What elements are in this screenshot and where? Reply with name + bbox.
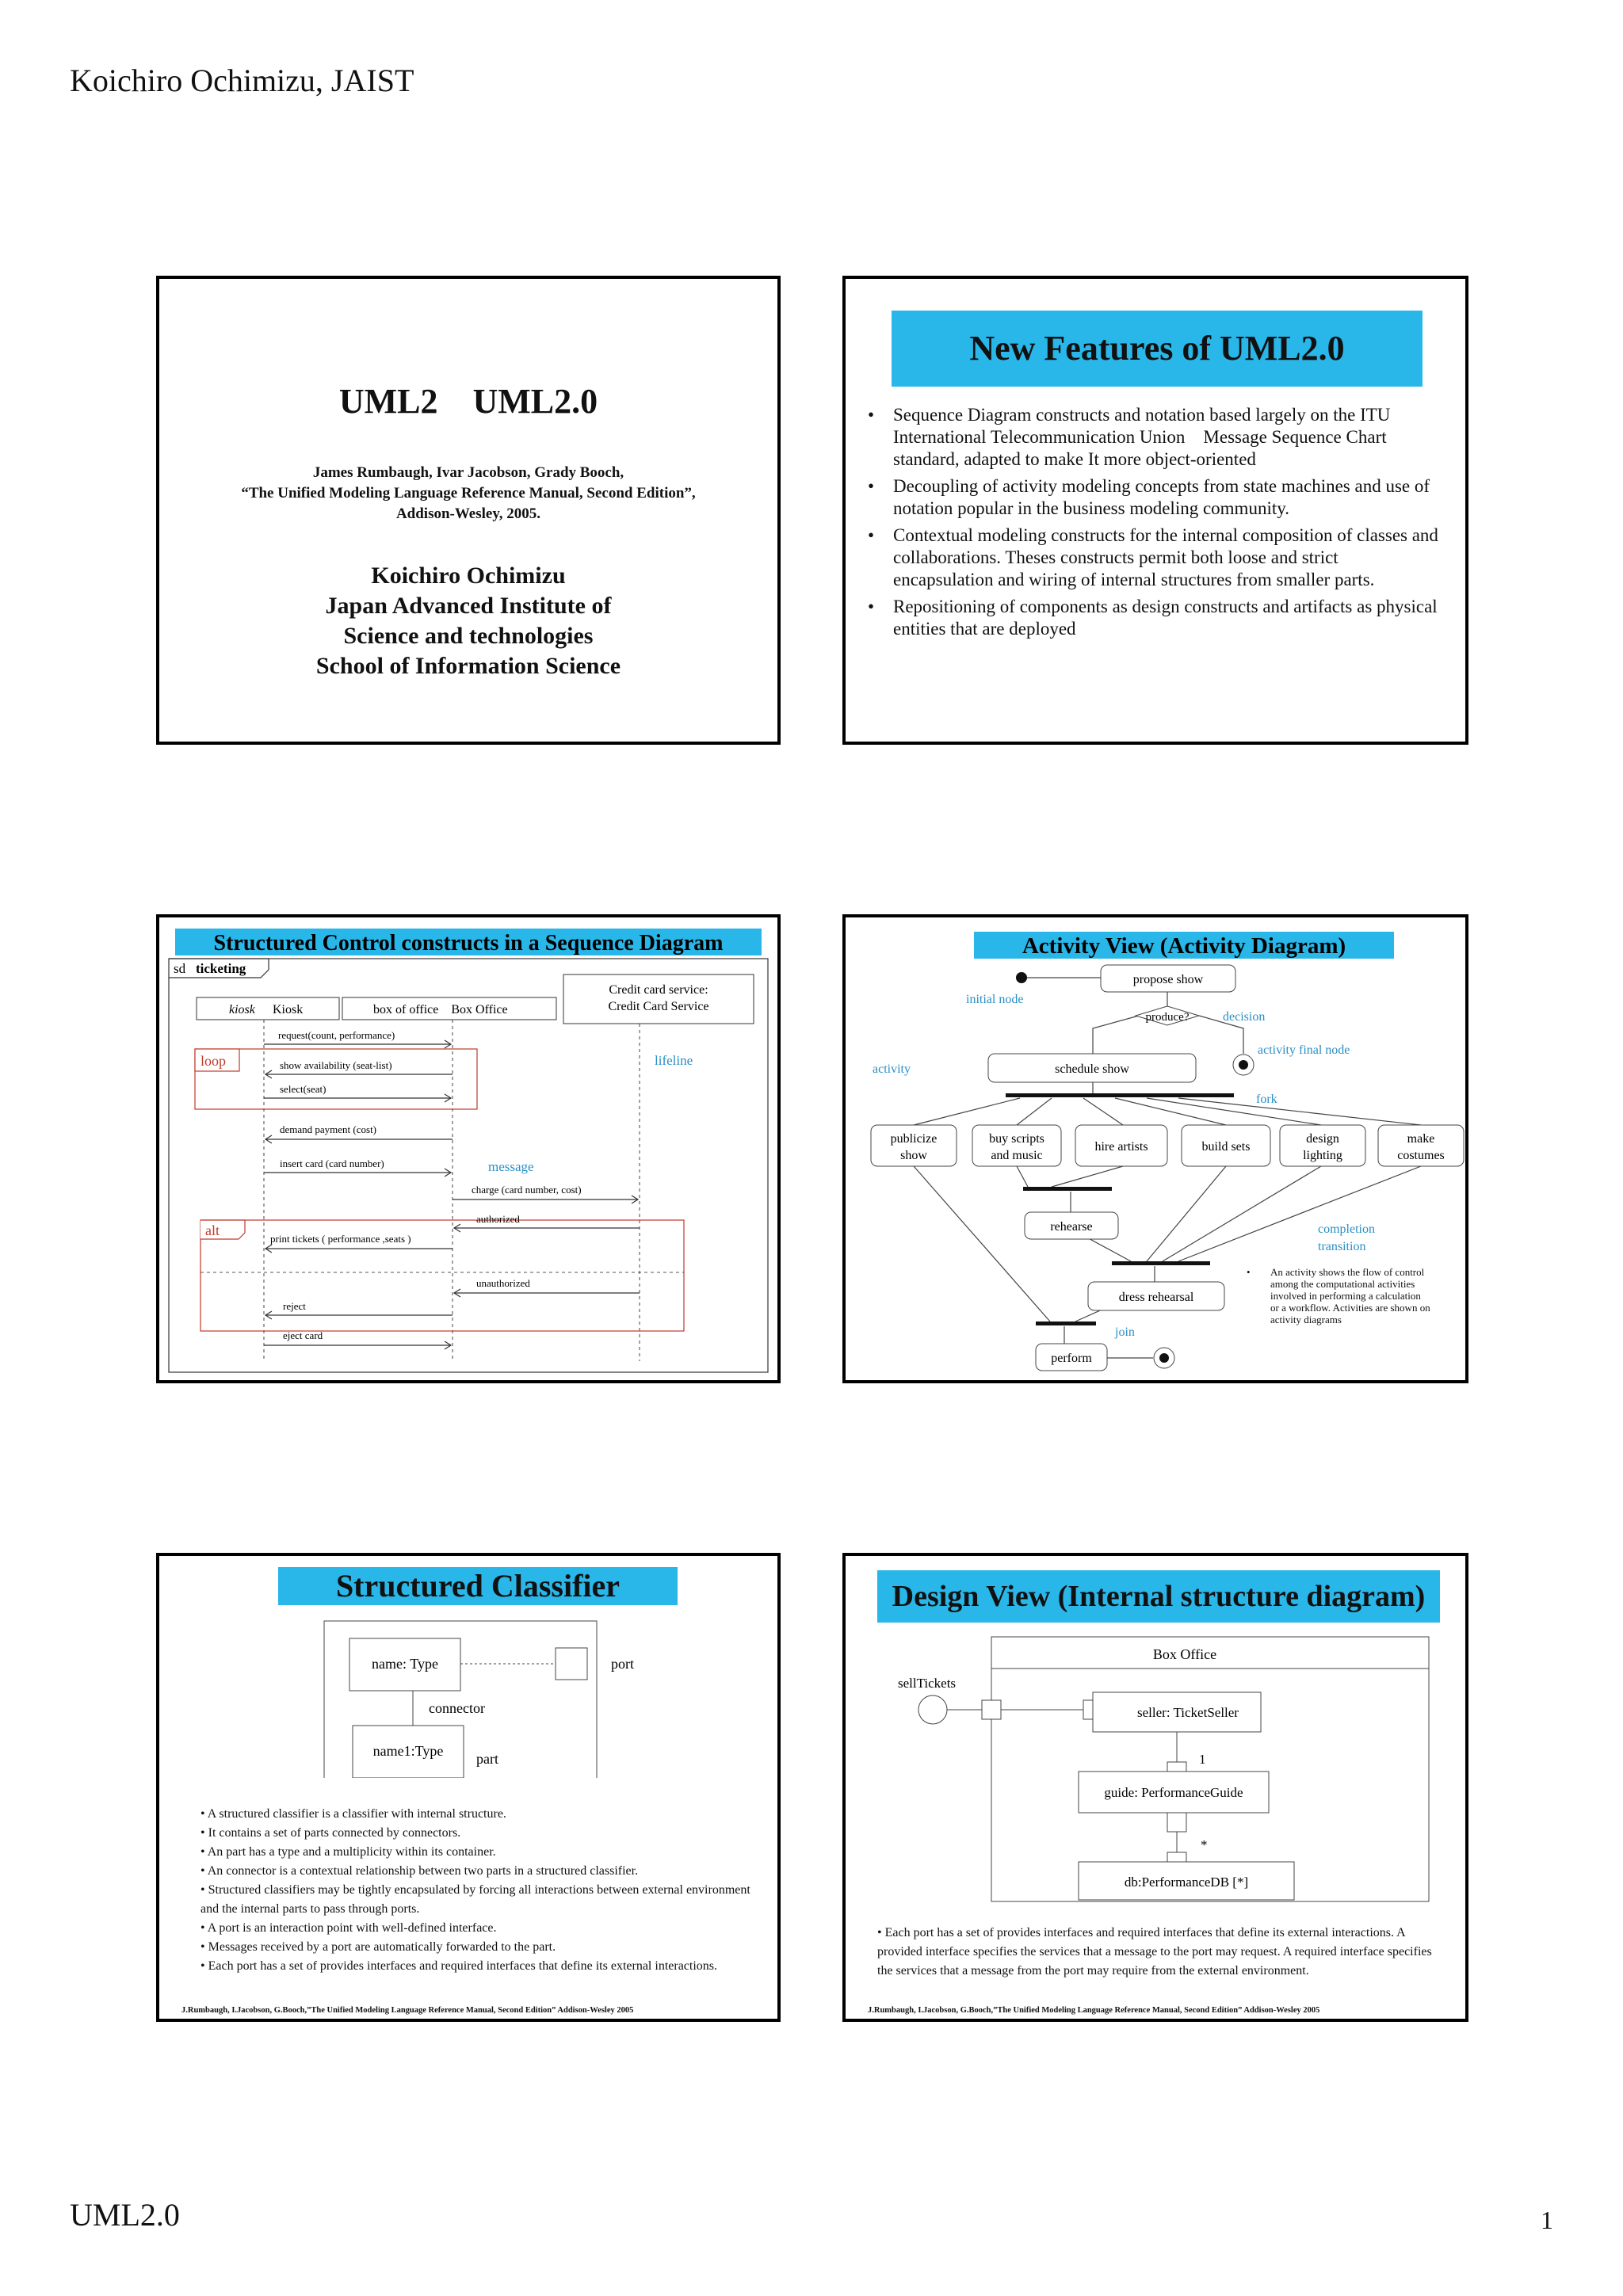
bullet-item: • Repositioning of components as design constructs and artifacts as physical entities that are deployed [868, 596, 1438, 640]
slide-structured-classifier [156, 1553, 781, 2022]
lifeline-note: lifeline [655, 1053, 693, 1068]
message-label: show availability (seat-list) [280, 1059, 392, 1071]
part-seller-label: seller: TicketSeller [1137, 1705, 1239, 1720]
page-footer-title: UML2.0 [70, 2197, 180, 2233]
bullet-item: • An part has a type and a multiplicity within its container. [200, 1843, 755, 1862]
slide2-title: New Features of UML2.0 [892, 311, 1423, 387]
sequence-diagram [159, 917, 777, 1380]
container-label: Box Office [1152, 1646, 1217, 1662]
kiosk-type: Kiosk [273, 1003, 304, 1016]
action-label: and music [991, 1149, 1043, 1162]
slide1-reference [159, 463, 777, 524]
slide5-title: Structured Classifier [278, 1567, 678, 1605]
page-header: Koichiro Ochimizu, JAIST [70, 63, 414, 98]
page-number: 1 [1541, 2206, 1553, 2234]
fork-bar [1006, 1093, 1234, 1097]
reference-book-title: “The Unified Modeling Language Reference Manual, Second Edition”, [241, 485, 696, 502]
message-label: unauthorized [476, 1277, 530, 1289]
join-bar-3 [1036, 1322, 1096, 1325]
credit-card-label-2: Credit Card Service [608, 1000, 709, 1013]
message-label: request(count, performance) [278, 1029, 395, 1041]
activity-note-text: An activity shows the flow of control among the computational activities involved in performing a calculation or a workflow. Activities are shown on activity diagrams [1270, 1266, 1430, 1325]
bullet-item: • It contains a set of parts connected by connectors. [200, 1824, 755, 1843]
bullet-item: • Contextual modeling constructs for the internal composition of classes and collaborations. Theses constructs permit both loose and strict encapsulation and wiring of internal structures from smaller parts. [868, 524, 1438, 591]
label-activity-final: activity final node [1258, 1043, 1350, 1057]
decision-label: produce? [1145, 1011, 1190, 1024]
message-label: authorized [476, 1213, 520, 1225]
action-label: make [1407, 1132, 1435, 1146]
initial-node-icon [1016, 972, 1027, 983]
label-fork: fork [1256, 1093, 1277, 1106]
message-label: select(seat) [280, 1083, 327, 1095]
lifeline-kiosk-box [197, 997, 339, 1020]
message-label: demand payment (cost) [280, 1123, 377, 1135]
provided-interface-icon [918, 1695, 947, 1724]
slide-activity-diagram [842, 914, 1468, 1383]
activity-note: • An activity shows the flow of control among the computational activities involved in performing a calculation or a workflow. Activities are shown on activity diagrams [1247, 1266, 1430, 1325]
classifier-diagram [159, 1556, 777, 1778]
connector-label: connector [429, 1700, 485, 1716]
slide2-bullet-list [868, 404, 1438, 645]
sd-name: ticketing [196, 961, 246, 976]
bullet-item: • Messages received by a port are automatically forwarded to the part. [200, 1938, 755, 1957]
action-label: buy scripts [989, 1132, 1044, 1146]
loop-label: loop [200, 1053, 227, 1069]
action-label: publicize [890, 1132, 938, 1146]
label-decision: decision [1223, 1010, 1266, 1024]
message-label: insert card (card number) [280, 1158, 384, 1169]
message-label: reject [283, 1300, 306, 1312]
slide-sequence-diagram [156, 914, 781, 1383]
message-note: message [488, 1159, 534, 1174]
slide6-body-text: • Each port has a set of provides interfaces and required interfaces that define its external interactions. A provided interface specifies the services that a message to the port may request. A required interface specifies the services that a message from the port may require from the external environment. [877, 1926, 1432, 1978]
action-label: dress rehearsal [1118, 1291, 1194, 1304]
slide6-citation: J.Rumbaugh, I.Jacobson, G.Booch,”The Unified Modeling Language Reference Manual, Second Edition” Addison-Wesley 2005 [868, 2006, 1320, 2015]
part-guide-label: guide: PerformanceGuide [1104, 1785, 1243, 1800]
message-label: eject card [283, 1329, 323, 1341]
part-top-label: name: Type [372, 1656, 438, 1672]
slide-new-features [842, 276, 1468, 745]
part-label: part [476, 1751, 498, 1767]
slide-internal-structure [842, 1553, 1468, 2022]
part-bottom-label: name1:Type [372, 1743, 444, 1759]
slide4-title: Activity View (Activity Diagram) [1022, 933, 1346, 959]
slide1-title: UML2 UML2.0 [338, 382, 598, 421]
slide5-bullet-list [200, 1805, 755, 1976]
box-office-label: box of office Box Office [373, 1003, 508, 1016]
interface-label: sellTickets [898, 1676, 957, 1691]
bullet-item: • Sequence Diagram constructs and notation based largely on the ITU International Telecommunication Union Message Sequence Chart standard, adapted to make It more object-oriented [868, 404, 1438, 471]
action-label: costumes [1397, 1149, 1445, 1162]
sd-prefix: sd [174, 961, 186, 976]
reference-publisher: Addison-Wesley, 2005. [395, 505, 541, 522]
label-initial-node: initial node [966, 993, 1024, 1006]
bullet-item: • Decoupling of activity modeling concepts from state machines and use of notation popular in the business modeling community. [868, 475, 1438, 520]
kiosk-role: kiosk [229, 1003, 255, 1016]
action-label: build sets [1201, 1140, 1251, 1154]
author-affiliation-3: School of Information Science [315, 653, 621, 679]
bullet-item: • A structured classifier is a classifier with internal structure. [200, 1805, 755, 1824]
slide5-citation: J.Rumbaugh, I.Jacobson, G.Booch,”The Unified Modeling Language Reference Manual, Second Edition” Addison-Wesley 2005 [181, 2006, 634, 2015]
message-labels [270, 1029, 582, 1341]
author-name: Koichiro Ochimizu [371, 563, 566, 589]
multiplicity-1: 1 [1199, 1752, 1206, 1767]
message-label: print tickets ( performance ,seats ) [270, 1233, 411, 1245]
label-activity: activity [873, 1062, 911, 1076]
join-bar-1 [1023, 1187, 1112, 1191]
bullet-item: • A port is an interaction point with well-defined interface. [200, 1919, 755, 1938]
action-label: propose show [1132, 973, 1204, 986]
join-bar-2 [1112, 1261, 1210, 1265]
action-label: lighting [1303, 1149, 1342, 1162]
label-completion-1: completion [1318, 1222, 1375, 1236]
slide3-title: Structured Control constructs in a Sequence Diagram [213, 931, 724, 955]
port-icon [556, 1648, 587, 1680]
credit-card-label-1: Credit card service: [609, 983, 708, 997]
bullet-item: • Each port has a set of provides interfaces and required interfaces that define its external interactions. [200, 1957, 755, 1976]
bullet-item: • Structured classifiers may be tightly encapsulated by forcing all interactions between external environment and the internal parts to pass through ports. [200, 1881, 755, 1919]
reference-authors: James Rumbaugh, Ivar Jacobson, Grady Booch, [312, 464, 624, 481]
lifeline-credit-card-box [563, 974, 754, 1024]
label-join: join [1115, 1325, 1135, 1339]
alt-label: alt [205, 1222, 220, 1238]
bullet-item: • An connector is a contextual relationship between two parts in a structured classifier. [200, 1862, 755, 1881]
multiplicity-2: * [1201, 1837, 1208, 1852]
port-icon [982, 1700, 1001, 1719]
sd-frame [169, 959, 768, 1372]
internal-structure-diagram [846, 1556, 1465, 1920]
author-affiliation-1: Japan Advanced Institute of [325, 593, 612, 619]
action-label: show [900, 1149, 927, 1162]
action-label: schedule show [1055, 1062, 1129, 1076]
slide-title [156, 276, 781, 745]
action-label: hire artists [1094, 1140, 1148, 1154]
action-label: design [1306, 1132, 1339, 1146]
label-completion-2: transition [1318, 1240, 1366, 1253]
part-db-label: db:PerformanceDB [*] [1124, 1875, 1249, 1890]
author-affiliation-2: Science and technologies [343, 623, 594, 649]
action-label: rehearse [1050, 1220, 1093, 1234]
port-icon [1167, 1813, 1186, 1832]
action-label: perform [1051, 1352, 1092, 1365]
message-label: charge (card number, cost) [472, 1184, 582, 1196]
slide1-author-block [159, 561, 777, 681]
port-label: port [611, 1656, 634, 1672]
slide6-title: Design View (Internal structure diagram) [877, 1570, 1440, 1623]
